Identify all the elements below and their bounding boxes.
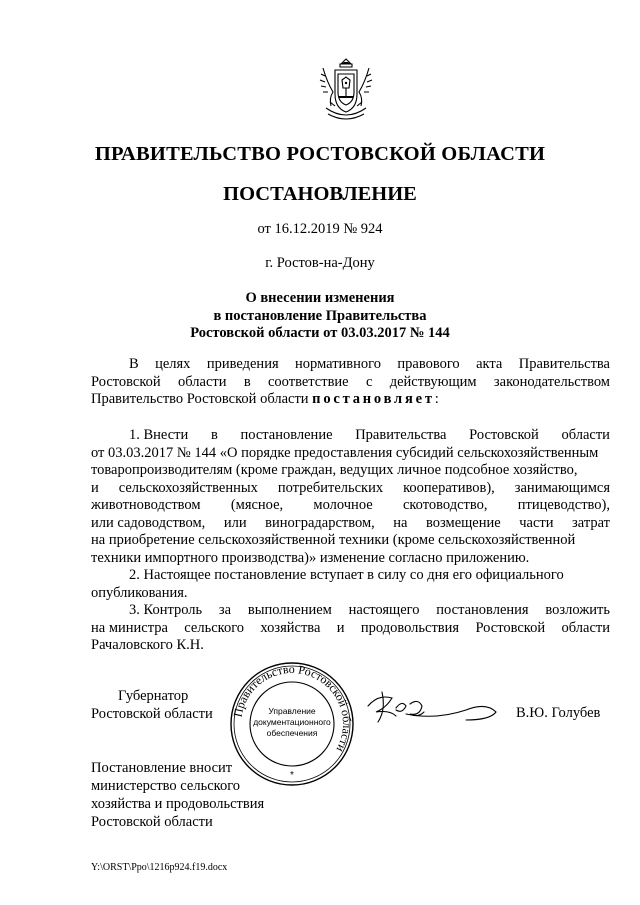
word: постановления: [436, 602, 529, 618]
word: молочное: [313, 497, 373, 513]
word: животноводством: [91, 497, 201, 513]
word: и: [91, 479, 99, 496]
word: за: [218, 602, 232, 618]
word: области: [178, 373, 227, 390]
word: Правительства: [518, 356, 610, 372]
word: хозяйства: [260, 619, 321, 636]
item-2-line: опубликования.: [91, 584, 188, 601]
seal-inner-line: обеспечения: [266, 728, 318, 738]
item-3-line: [91, 602, 610, 620]
item-1-line: от 03.03.2017 № 144 «О порядке предоставления субсидий сельскохозяйственным: [91, 444, 599, 461]
word: или: [223, 514, 247, 531]
word: приведения: [206, 356, 279, 372]
word: (мясное,: [230, 497, 284, 513]
word: нормативного: [295, 356, 381, 372]
word: Ростовской: [475, 619, 546, 636]
word: в: [243, 373, 251, 390]
item-1-line: [91, 515, 610, 533]
word: птицеводство),: [517, 497, 610, 513]
word: кооперативов),: [403, 479, 495, 496]
signatory-name: В.Ю. Голубев: [516, 705, 601, 721]
document-city: г. Ростов-на-Дону: [265, 255, 375, 271]
seal-inner-line: Управление: [268, 706, 316, 716]
document-subject: [0, 290, 640, 343]
resolves-word: постановляет: [312, 391, 435, 407]
subject-line: в постановление Правительства: [213, 307, 427, 324]
word: Ростовской: [91, 373, 161, 390]
word: 1. Внести: [129, 427, 189, 443]
word: В: [129, 356, 139, 372]
word: действующим: [389, 373, 477, 390]
word: акта: [476, 356, 503, 372]
item-1-line: товаропроизводителям (кроме граждан, ведущих личное подсобное хозяйство,: [91, 462, 578, 478]
document-date-number: от 16.12.2019 № 924: [257, 221, 383, 237]
subject-line: О внесении изменения: [245, 290, 395, 306]
word: возложить: [545, 602, 610, 618]
word: занимающимся: [514, 479, 610, 496]
item-1-line: на приобретение сельскохозяйственной техники (кроме сельскохозяйственной: [91, 532, 576, 548]
resolution-items: [91, 427, 610, 655]
preamble-line: [91, 374, 610, 392]
word: настоящего: [348, 602, 420, 618]
item-1-line: [91, 427, 610, 445]
item-1-line: техники импортного производства)» изменение согласно приложению.: [91, 549, 530, 566]
submitted-by-line: министерство сельского: [91, 778, 241, 794]
preamble-line: [91, 356, 610, 374]
item-1-line: [91, 497, 610, 515]
word: Ростовской: [469, 427, 539, 443]
word: соответствие: [268, 373, 349, 390]
word: постановление: [240, 427, 333, 443]
item-1-line: [91, 480, 610, 498]
word: затрат: [572, 514, 610, 531]
preamble-text: Правительство Ростовской области: [91, 391, 313, 407]
signatory-title-line: Ростовской области: [91, 706, 213, 722]
submitted-by-line: хозяйства и продовольствия: [91, 796, 265, 812]
word: сельскохозяйственных: [118, 479, 258, 496]
preamble-line: [91, 391, 610, 409]
item-2-line: 2. Настоящее постановление вступает в силу со дня его официального: [129, 567, 564, 583]
seal-star: *: [290, 770, 294, 781]
signatory-title-line: Губернатор: [118, 688, 189, 704]
word: на министра: [91, 619, 168, 636]
word: и: [336, 619, 345, 636]
word: правового: [397, 356, 460, 372]
coat-of-arms-icon: [318, 56, 374, 124]
word: возмещение: [426, 514, 501, 531]
submitted-by-block: [91, 759, 264, 831]
word: Правительства: [355, 427, 447, 443]
word: или садоводством,: [91, 514, 206, 531]
word: части: [519, 514, 554, 531]
preamble-paragraph: [91, 356, 610, 409]
submitted-by-line: Постановление вносит: [91, 760, 233, 776]
word: области: [561, 619, 610, 636]
seal-ring-text: Правительство Ростовской области: [230, 661, 355, 755]
word: потребительских: [277, 479, 384, 496]
file-path-footer: Y:\ORST\Ppo\1216p924.f19.docx: [91, 862, 228, 873]
word: на: [393, 514, 408, 531]
word: области: [561, 427, 610, 443]
word: 3. Контроль: [129, 602, 203, 618]
item-3-line: [91, 620, 610, 638]
document-type: ПОСТАНОВЛЕНИЕ: [223, 183, 417, 205]
subject-line: Ростовской области от 03.03.2017 № 144: [190, 325, 450, 341]
seal-inner-line: документационного: [253, 717, 331, 727]
word: в: [210, 427, 218, 443]
word: сельского: [184, 619, 245, 636]
word: виноградарством,: [265, 514, 375, 531]
item-3-line: Рачаловского К.Н.: [91, 637, 204, 653]
word: целях: [155, 356, 191, 372]
handwritten-signature: [362, 684, 502, 732]
signatory-title: [91, 687, 213, 723]
word: выполнением: [247, 602, 332, 618]
word: с: [365, 373, 373, 390]
word: законодательством: [493, 373, 610, 390]
word: продовольствия: [360, 619, 460, 636]
word: скотоводство,: [402, 497, 488, 513]
preamble-colon: :: [434, 391, 439, 407]
org-title: ПРАВИТЕЛЬСТВО РОСТОВСКОЙ ОБЛАСТИ: [94, 143, 546, 165]
submitted-by-line: Ростовской области: [91, 814, 213, 830]
